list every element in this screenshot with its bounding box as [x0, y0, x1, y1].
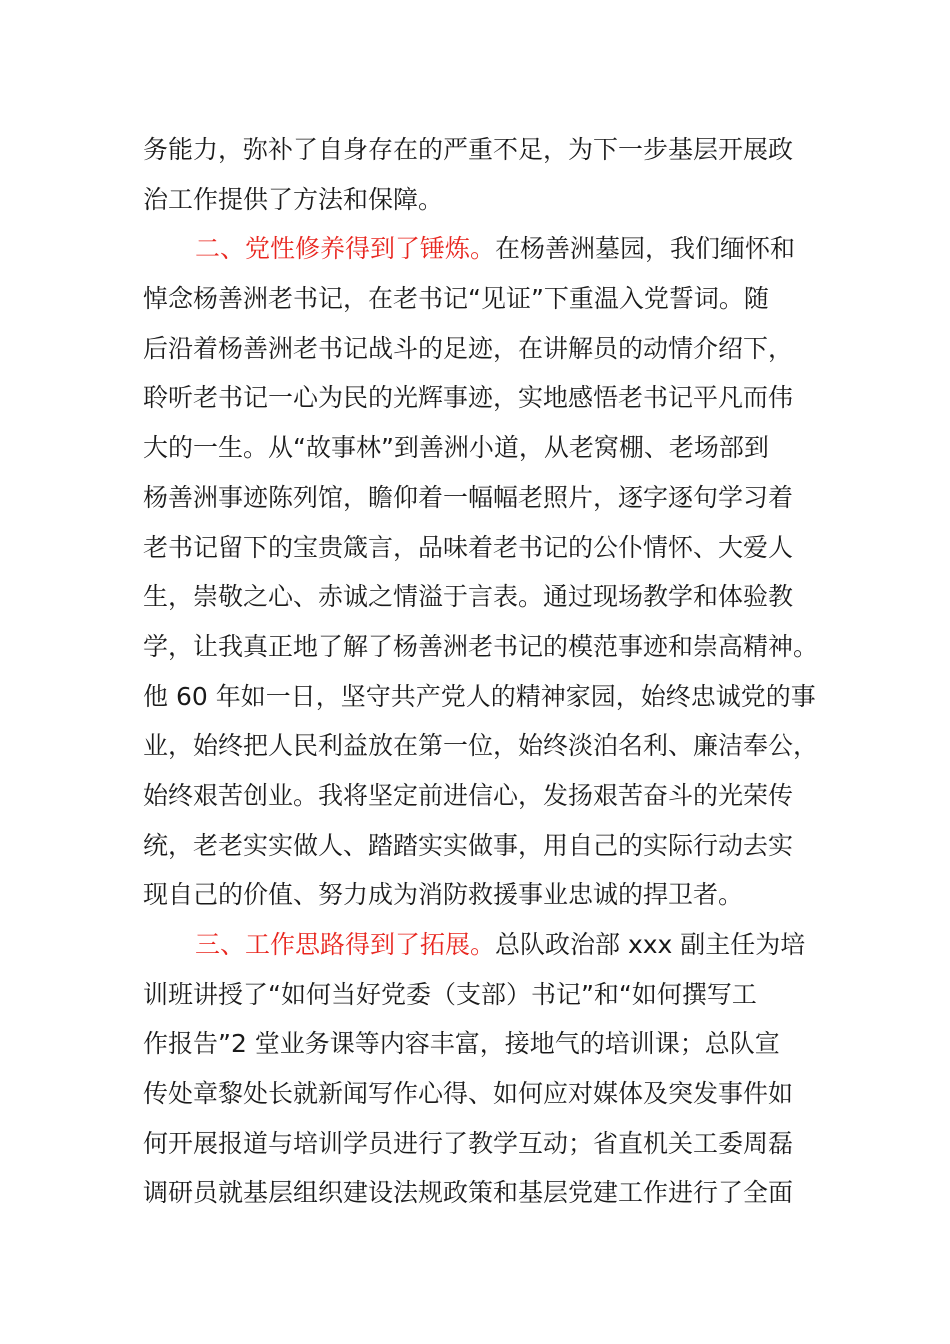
text-line: 现自己的价值、努力成为消防救援事业忠诚的捍卫者。	[143, 880, 744, 910]
section-heading-line	[143, 224, 803, 274]
section-heading-line	[143, 920, 806, 970]
text-line: 何开展报道与培训学员进行了教学互动；省直机关工委周磊	[143, 1128, 794, 1158]
text-line: 务能力，弥补了自身存在的严重不足，为下一步基层开展政	[143, 135, 794, 164]
section-heading-3: 三、工作思路得到了拓展。	[195, 930, 496, 959]
text-line: 统，老老实实做人、踏踏实实做事，用自己的实际行动去实	[143, 830, 794, 860]
text-line: 作报告”2 堂业务课等内容丰富，接地气的培训课；总队宣	[143, 1029, 780, 1059]
text-line: 传处章黎处长就新闻写作心得、如何应对媒体及突发事件如	[143, 1079, 794, 1109]
text-line: 悼念杨善洲老书记，在老书记“见证”下重温入党誓词。随	[143, 284, 769, 314]
text-line: 大的一生。从“故事林”到善洲小道，从老窝棚、老场部到	[143, 433, 769, 463]
text-line: 治工作提供了方法和保障。	[143, 184, 444, 214]
text-line: 生，崇敬之心、赤诚之情溢于言表。通过现场教学和体验教	[143, 582, 794, 612]
text-line: 聆听老书记一心为民的光辉事迹，实地感悟老书记平凡而伟	[143, 383, 794, 413]
section-heading-2: 二、党性修养得到了锤炼。	[195, 234, 496, 264]
document-body	[143, 125, 819, 1218]
text-run: 在杨善洲墓园，我们缅怀和	[495, 234, 796, 264]
text-line: 杨善洲事迹陈列馆，瞻仰着一幅幅老照片，逐字逐句学习着	[143, 482, 794, 512]
text-line: 老书记留下的宝贵箴言，品味着老书记的公仆情怀、大爱人	[143, 532, 794, 562]
text-line: 后沿着杨善洲老书记战斗的足迹，在讲解员的动情介绍下，	[143, 333, 794, 363]
text-line: 业，始终把人民利益放在第一位，始终淡泊名利、廉洁奉公，	[143, 731, 819, 761]
text-run: 总队政治部 xxx 副主任为培	[495, 930, 806, 959]
text-line: 训班讲授了“如何当好党委（支部）书记”和“如何撰写工	[143, 979, 757, 1009]
text-line: 学，让我真正地了解了杨善洲老书记的模范事迹和崇高精神。	[143, 631, 819, 661]
text-line: 调研员就基层组织建设法规政策和基层党建工作进行了全面	[143, 1178, 794, 1208]
text-line: 他 60 年如一日，坚守共产党人的精神家园，始终忠诚党的事	[143, 681, 816, 711]
text-line: 始终艰苦创业。我将坚定前进信心，发扬艰苦奋斗的光荣传	[143, 780, 794, 810]
